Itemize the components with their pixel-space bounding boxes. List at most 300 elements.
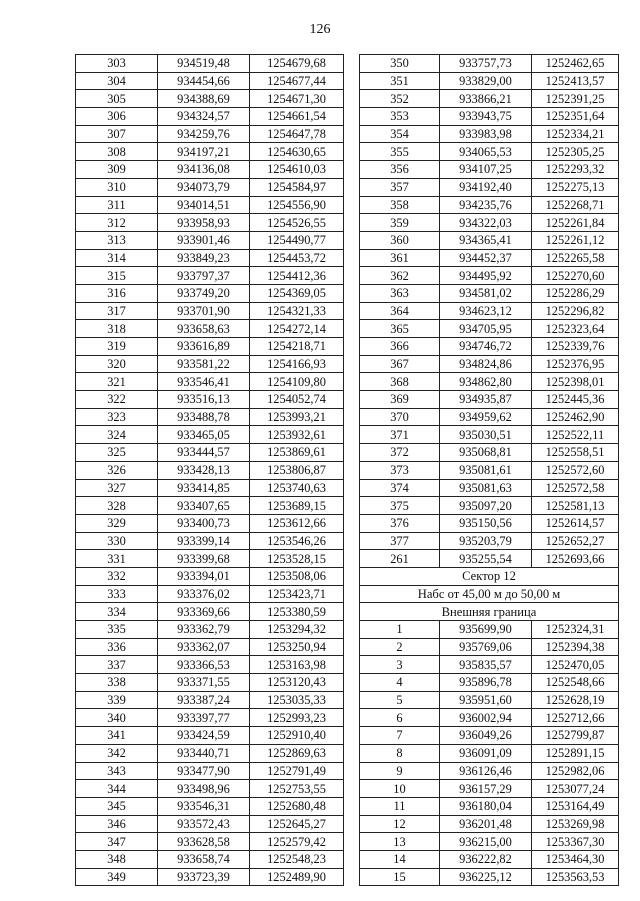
table-row: [76, 72, 344, 90]
x-coordinate: 934705,95: [440, 320, 532, 338]
point-number: 340: [76, 709, 158, 727]
y-coordinate: 1252296,82: [532, 302, 619, 320]
point-number: 320: [76, 355, 158, 373]
x-coordinate: 934197,21: [158, 143, 250, 161]
table-row: [76, 231, 344, 249]
table-row: [76, 355, 344, 373]
table-row: [360, 408, 619, 426]
table-row: [360, 850, 619, 868]
y-coordinate: 1252548,23: [250, 850, 344, 868]
point-number: 325: [76, 444, 158, 462]
y-coordinate: 1252869,63: [250, 744, 344, 762]
point-number: 338: [76, 674, 158, 692]
x-coordinate: 933901,46: [158, 231, 250, 249]
table-row: [360, 338, 619, 356]
page-number: 126: [309, 22, 331, 37]
y-coordinate: 1252891,15: [532, 744, 619, 762]
x-coordinate: 934073,79: [158, 178, 250, 196]
table-row: [76, 780, 344, 798]
y-coordinate: 1252982,06: [532, 762, 619, 780]
y-coordinate: 1252645,27: [250, 815, 344, 833]
y-coordinate: 1253423,71: [250, 585, 344, 603]
y-coordinate: 1252993,23: [250, 709, 344, 727]
y-coordinate: 1253380,59: [250, 603, 344, 621]
table-row: [76, 674, 344, 692]
table-row: [76, 762, 344, 780]
y-coordinate: 1254369,05: [250, 284, 344, 302]
table-row: [76, 214, 344, 232]
x-coordinate: 933943,75: [440, 108, 532, 126]
point-number: 328: [76, 497, 158, 515]
y-coordinate: 1253250,94: [250, 638, 344, 656]
x-coordinate: 933376,02: [158, 585, 250, 603]
table-row: [360, 320, 619, 338]
point-number: 357: [360, 178, 440, 196]
point-number: 309: [76, 161, 158, 179]
y-coordinate: 1254630,65: [250, 143, 344, 161]
table-row: [360, 797, 619, 815]
table-row: [360, 514, 619, 532]
x-coordinate: 934959,62: [440, 408, 532, 426]
x-coordinate: 935769,06: [440, 638, 532, 656]
y-coordinate: 1252398,01: [532, 373, 619, 391]
table-row: [76, 320, 344, 338]
point-number: 10: [360, 780, 440, 798]
table-row: [360, 426, 619, 444]
y-coordinate: 1252470,05: [532, 656, 619, 674]
point-number: 334: [76, 603, 158, 621]
point-number: 367: [360, 355, 440, 373]
y-coordinate: 1253528,15: [250, 550, 344, 568]
table-row: [76, 850, 344, 868]
point-number: 303: [76, 55, 158, 73]
x-coordinate: 933628,58: [158, 833, 250, 851]
x-coordinate: 933658,74: [158, 850, 250, 868]
point-number: 348: [76, 850, 158, 868]
table-row: [76, 550, 344, 568]
x-coordinate: 934065,53: [440, 143, 532, 161]
x-coordinate: 934136,08: [158, 161, 250, 179]
x-coordinate: 933829,00: [440, 72, 532, 90]
y-coordinate: 1252261,12: [532, 231, 619, 249]
point-number: 337: [76, 656, 158, 674]
table-row: [76, 514, 344, 532]
point-number: 377: [360, 532, 440, 550]
point-number: 342: [76, 744, 158, 762]
y-coordinate: 1252293,32: [532, 161, 619, 179]
x-coordinate: 935699,90: [440, 621, 532, 639]
y-coordinate: 1253806,87: [250, 461, 344, 479]
point-number: 339: [76, 691, 158, 709]
x-coordinate: 936126,46: [440, 762, 532, 780]
point-number: 1: [360, 621, 440, 639]
point-number: 319: [76, 338, 158, 356]
table-row: [360, 267, 619, 285]
y-coordinate: 1252572,58: [532, 479, 619, 497]
point-number: 363: [360, 284, 440, 302]
point-number: 361: [360, 249, 440, 267]
table-row: [76, 90, 344, 108]
table-row: [360, 621, 619, 639]
x-coordinate: 934581,02: [440, 284, 532, 302]
y-coordinate: 1253294,32: [250, 621, 344, 639]
table-row: [76, 426, 344, 444]
table-row: [76, 284, 344, 302]
y-coordinate: 1254677,44: [250, 72, 344, 90]
table-row: [76, 479, 344, 497]
y-coordinate: 1253164,49: [532, 797, 619, 815]
y-coordinate: 1254321,33: [250, 302, 344, 320]
x-coordinate: 934746,72: [440, 338, 532, 356]
point-number: 330: [76, 532, 158, 550]
right-table-body-top: [360, 55, 619, 568]
y-coordinate: 1254412,36: [250, 267, 344, 285]
x-coordinate: 934192,40: [440, 178, 532, 196]
point-number: 354: [360, 125, 440, 143]
table-row: [76, 143, 344, 161]
y-coordinate: 1252339,76: [532, 338, 619, 356]
y-coordinate: 1252270,60: [532, 267, 619, 285]
y-coordinate: 1253269,98: [532, 815, 619, 833]
x-coordinate: 934324,57: [158, 108, 250, 126]
x-coordinate: 933394,01: [158, 567, 250, 585]
y-coordinate: 1252791,49: [250, 762, 344, 780]
point-number: 6: [360, 709, 440, 727]
y-coordinate: 1252261,84: [532, 214, 619, 232]
y-coordinate: 1252462,65: [532, 55, 619, 73]
x-coordinate: 936201,48: [440, 815, 532, 833]
x-coordinate: 934495,92: [440, 267, 532, 285]
y-coordinate: 1253367,30: [532, 833, 619, 851]
x-coordinate: 934454,66: [158, 72, 250, 90]
table-row: [76, 691, 344, 709]
point-number: 360: [360, 231, 440, 249]
x-coordinate: 934519,48: [158, 55, 250, 73]
table-row: [360, 815, 619, 833]
point-number: 362: [360, 267, 440, 285]
y-coordinate: 1252489,90: [250, 868, 344, 886]
table-row: [360, 373, 619, 391]
table-row: [360, 196, 619, 214]
x-coordinate: 933465,05: [158, 426, 250, 444]
x-coordinate: 933366,53: [158, 656, 250, 674]
point-number: 353: [360, 108, 440, 126]
point-number: 316: [76, 284, 158, 302]
table-row: [76, 656, 344, 674]
x-coordinate: 933581,22: [158, 355, 250, 373]
y-coordinate: 1252548,66: [532, 674, 619, 692]
sector-title: Сектор 12: [360, 567, 619, 585]
y-coordinate: 1252522,11: [532, 426, 619, 444]
table-row: [360, 125, 619, 143]
table-row: [360, 709, 619, 727]
point-number: 305: [76, 90, 158, 108]
table-row: [76, 338, 344, 356]
point-number: 376: [360, 514, 440, 532]
point-number: 370: [360, 408, 440, 426]
left-table-body: [76, 55, 344, 886]
point-number: 14: [360, 850, 440, 868]
x-coordinate: 935081,61: [440, 461, 532, 479]
y-coordinate: 1253993,21: [250, 408, 344, 426]
y-coordinate: 1252652,27: [532, 532, 619, 550]
y-coordinate: 1252712,66: [532, 709, 619, 727]
point-number: 313: [76, 231, 158, 249]
x-coordinate: 933616,89: [158, 338, 250, 356]
x-coordinate: 933444,57: [158, 444, 250, 462]
y-coordinate: 1252579,42: [250, 833, 344, 851]
y-coordinate: 1252413,57: [532, 72, 619, 90]
x-coordinate: 933369,66: [158, 603, 250, 621]
y-coordinate: 1253508,06: [250, 567, 344, 585]
point-number: 306: [76, 108, 158, 126]
table-row: [76, 267, 344, 285]
table-row: [76, 125, 344, 143]
x-coordinate: 933516,13: [158, 391, 250, 409]
y-coordinate: 1252268,71: [532, 196, 619, 214]
table-row: [360, 674, 619, 692]
point-number: 322: [76, 391, 158, 409]
table-row: [76, 55, 344, 73]
y-coordinate: 1252351,64: [532, 108, 619, 126]
point-number: 349: [76, 868, 158, 886]
x-coordinate: 933797,37: [158, 267, 250, 285]
table-row: [76, 302, 344, 320]
y-coordinate: 1253932,61: [250, 426, 344, 444]
table-row: [360, 762, 619, 780]
point-number: 304: [76, 72, 158, 90]
x-coordinate: 933414,85: [158, 479, 250, 497]
y-coordinate: 1254647,78: [250, 125, 344, 143]
x-coordinate: 935097,20: [440, 497, 532, 515]
point-number: 11: [360, 797, 440, 815]
point-number: 307: [76, 125, 158, 143]
y-coordinate: 1252558,51: [532, 444, 619, 462]
x-coordinate: 935896,78: [440, 674, 532, 692]
point-number: 3: [360, 656, 440, 674]
sector-height-range: Набс от 45,00 м до 50,00 м: [360, 585, 619, 603]
y-coordinate: 1252445,36: [532, 391, 619, 409]
table-row: [360, 391, 619, 409]
table-row: [76, 709, 344, 727]
y-coordinate: 1254453,72: [250, 249, 344, 267]
y-coordinate: 1252581,13: [532, 497, 619, 515]
table-row: [360, 444, 619, 462]
y-coordinate: 1253077,24: [532, 780, 619, 798]
coordinates-table-right: [359, 54, 619, 886]
point-number: 4: [360, 674, 440, 692]
table-row: [360, 72, 619, 90]
x-coordinate: 933399,68: [158, 550, 250, 568]
x-coordinate: 933477,90: [158, 762, 250, 780]
y-coordinate: 1252323,64: [532, 320, 619, 338]
y-coordinate: 1254610,03: [250, 161, 344, 179]
y-coordinate: 1254661,54: [250, 108, 344, 126]
table-row: [360, 656, 619, 674]
y-coordinate: 1252324,31: [532, 621, 619, 639]
table-row: [360, 55, 619, 73]
table-row: [360, 178, 619, 196]
point-number: 371: [360, 426, 440, 444]
table-row: [360, 833, 619, 851]
right-table-body-bottom: [360, 621, 619, 886]
point-number: 365: [360, 320, 440, 338]
table-row: [76, 178, 344, 196]
point-number: 344: [76, 780, 158, 798]
x-coordinate: 933866,21: [440, 90, 532, 108]
x-coordinate: 934259,76: [158, 125, 250, 143]
y-coordinate: 1252376,95: [532, 355, 619, 373]
x-coordinate: 933757,73: [440, 55, 532, 73]
point-number: 329: [76, 514, 158, 532]
x-coordinate: 936215,00: [440, 833, 532, 851]
table-row: [76, 585, 344, 603]
x-coordinate: 933958,93: [158, 214, 250, 232]
point-number: 12: [360, 815, 440, 833]
point-number: 350: [360, 55, 440, 73]
point-number: 358: [360, 196, 440, 214]
y-coordinate: 1254166,93: [250, 355, 344, 373]
table-row: [360, 231, 619, 249]
table-row: [360, 479, 619, 497]
x-coordinate: 936222,82: [440, 850, 532, 868]
point-number: 321: [76, 373, 158, 391]
x-coordinate: 936091,09: [440, 744, 532, 762]
x-coordinate: 934862,80: [440, 373, 532, 391]
table-row: [360, 90, 619, 108]
x-coordinate: 933572,43: [158, 815, 250, 833]
x-coordinate: 933849,23: [158, 249, 250, 267]
y-coordinate: 1252680,48: [250, 797, 344, 815]
x-coordinate: 934824,86: [440, 355, 532, 373]
point-number: 359: [360, 214, 440, 232]
y-coordinate: 1253163,98: [250, 656, 344, 674]
point-number: 364: [360, 302, 440, 320]
x-coordinate: 936225,12: [440, 868, 532, 886]
y-coordinate: 1254218,71: [250, 338, 344, 356]
y-coordinate: 1252305,25: [532, 143, 619, 161]
point-number: 13: [360, 833, 440, 851]
x-coordinate: 933701,90: [158, 302, 250, 320]
point-number: 373: [360, 461, 440, 479]
table-row: [360, 143, 619, 161]
x-coordinate: 933546,41: [158, 373, 250, 391]
x-coordinate: 934014,51: [158, 196, 250, 214]
point-number: 308: [76, 143, 158, 161]
x-coordinate: 936049,26: [440, 727, 532, 745]
table-row: [360, 550, 619, 568]
point-number: 333: [76, 585, 158, 603]
point-number: 331: [76, 550, 158, 568]
y-coordinate: 1253120,43: [250, 674, 344, 692]
x-coordinate: 935150,56: [440, 514, 532, 532]
point-number: 366: [360, 338, 440, 356]
x-coordinate: 933362,07: [158, 638, 250, 656]
x-coordinate: 934107,25: [440, 161, 532, 179]
x-coordinate: 933488,78: [158, 408, 250, 426]
y-coordinate: 1253869,61: [250, 444, 344, 462]
table-row: [360, 868, 619, 886]
point-number: 9: [360, 762, 440, 780]
x-coordinate: 934452,37: [440, 249, 532, 267]
table-row: [76, 815, 344, 833]
table-row: [360, 108, 619, 126]
y-coordinate: 1252394,38: [532, 638, 619, 656]
point-number: 345: [76, 797, 158, 815]
table-row: [76, 603, 344, 621]
y-coordinate: 1252910,40: [250, 727, 344, 745]
table-row: [360, 461, 619, 479]
table-row: [360, 355, 619, 373]
point-number: 352: [360, 90, 440, 108]
point-number: 7: [360, 727, 440, 745]
x-coordinate: 935203,79: [440, 532, 532, 550]
point-number: 355: [360, 143, 440, 161]
y-coordinate: 1252391,25: [532, 90, 619, 108]
y-coordinate: 1252614,57: [532, 514, 619, 532]
point-number: 312: [76, 214, 158, 232]
x-coordinate: 933407,65: [158, 497, 250, 515]
x-coordinate: 933546,31: [158, 797, 250, 815]
point-number: 372: [360, 444, 440, 462]
point-number: 317: [76, 302, 158, 320]
point-number: 343: [76, 762, 158, 780]
x-coordinate: 936002,94: [440, 709, 532, 727]
point-number: 318: [76, 320, 158, 338]
table-row: [76, 638, 344, 656]
y-coordinate: 1254556,90: [250, 196, 344, 214]
y-coordinate: 1253740,63: [250, 479, 344, 497]
y-coordinate: 1254679,68: [250, 55, 344, 73]
coordinates-table-left: [75, 54, 344, 886]
table-row: [76, 567, 344, 585]
x-coordinate: 933400,73: [158, 514, 250, 532]
x-coordinate: 936180,04: [440, 797, 532, 815]
table-row: [360, 302, 619, 320]
table-row: [360, 497, 619, 515]
table-row: [76, 744, 344, 762]
x-coordinate: 934388,69: [158, 90, 250, 108]
table-row: [360, 284, 619, 302]
y-coordinate: 1252275,13: [532, 178, 619, 196]
table-row: [76, 868, 344, 886]
table-row: [360, 214, 619, 232]
x-coordinate: 933399,14: [158, 532, 250, 550]
point-number: 315: [76, 267, 158, 285]
table-row: [76, 461, 344, 479]
y-coordinate: 1252693,66: [532, 550, 619, 568]
y-coordinate: 1252753,55: [250, 780, 344, 798]
x-coordinate: 933362,79: [158, 621, 250, 639]
point-number: 356: [360, 161, 440, 179]
table-row: [360, 691, 619, 709]
x-coordinate: 933498,96: [158, 780, 250, 798]
point-number: 347: [76, 833, 158, 851]
point-number: 15: [360, 868, 440, 886]
table-row: [360, 532, 619, 550]
x-coordinate: 934322,03: [440, 214, 532, 232]
table-row: [360, 638, 619, 656]
x-coordinate: 933658,63: [158, 320, 250, 338]
point-number: 311: [76, 196, 158, 214]
y-coordinate: 1252265,58: [532, 249, 619, 267]
point-number: 332: [76, 567, 158, 585]
x-coordinate: 933387,24: [158, 691, 250, 709]
y-coordinate: 1252334,21: [532, 125, 619, 143]
x-coordinate: 933424,59: [158, 727, 250, 745]
point-number: 310: [76, 178, 158, 196]
point-number: 326: [76, 461, 158, 479]
